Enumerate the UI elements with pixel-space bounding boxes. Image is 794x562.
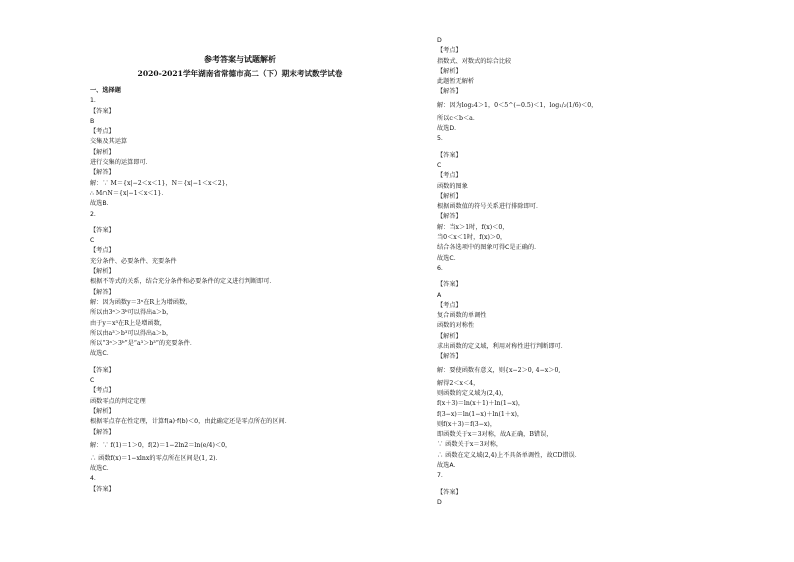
solution-line: 故选A． (437, 461, 460, 469)
solution-line: ∴ 函数在定义域(2,4)上不具备单调性，故CD错误． (437, 451, 581, 459)
solution-tag: 【解答】 (437, 213, 462, 221)
solution-line: 故选D． (437, 125, 461, 133)
answer-tag: 【答案】 (90, 485, 115, 493)
point-text: 充分条件、必要条件、充要条件 (90, 257, 177, 265)
solution-tag: 【解答】 (437, 88, 462, 96)
solution-line: 故选B． (90, 200, 113, 208)
solution-line: 故选C． (90, 350, 113, 358)
analysis-tag: 【解析】 (437, 332, 462, 340)
point-text: 函数的图象 (437, 182, 468, 190)
answer-value: C (90, 377, 95, 385)
solution-line: 解：因为log₂4＞1，0＜5^(−0.5)＜1，log₁/₂(1/6)＜0， (437, 101, 598, 109)
solution-line: 所以c＜b＜a． (437, 114, 480, 122)
analysis-text: 根据函数值的符号关系进行排除即可． (437, 203, 543, 211)
analysis-text: 根据不等式的关系，结合充分条件和必要条件的定义进行判断即可． (90, 278, 276, 286)
answer-value: C (437, 161, 442, 169)
question-number: 7. (437, 472, 443, 480)
analysis-tag: 【解析】 (90, 268, 115, 276)
analysis-tag: 【解析】 (90, 148, 115, 156)
answer-value: A (437, 291, 442, 299)
question-number: 6. (437, 264, 443, 272)
analysis-text: 此题暂无解析 (437, 78, 475, 86)
analysis-tag: 【解析】 (90, 407, 115, 415)
solution-line: 解：当x＞1时，f(x)＜0， (437, 223, 509, 231)
answer-value: D (437, 498, 442, 506)
answer-value: D (437, 37, 442, 44)
answer-tag: 【答案】 (90, 107, 115, 115)
point-text: 交集及其运算 (90, 138, 128, 146)
solution-tag: 【解答】 (90, 288, 115, 296)
point-tag: 【考点】 (437, 301, 462, 309)
answer-tag: 【答案】 (90, 366, 115, 374)
left-column (90, 52, 390, 495)
solution-line: 解：因为函数y＝3ˣ在R上为增函数， (90, 298, 192, 306)
solution-line: 由于y＝x³在R上是增函数， (90, 319, 166, 327)
point-tag: 【考点】 (90, 387, 115, 395)
analysis-text: 求出函数的定义域，利用对称性进行判断即可． (437, 343, 567, 351)
point-tag: 【考点】 (437, 47, 462, 55)
solution-tag: 【解答】 (90, 428, 115, 436)
solution-line: 则函数的定义域为(2,4)， (437, 389, 508, 397)
answer-value: C (90, 237, 95, 245)
solution-line: 结合各选项中的图象可得C是正确的． (437, 244, 541, 252)
right-column (437, 36, 737, 508)
analysis-text: 根据零点存在性定理，计算f(a)·f(b)＜0，由此确定还是零点所在的区间． (90, 418, 291, 426)
solution-line: 当0＜x＜1时，f(x)＞0， (437, 234, 507, 242)
point-tag: 【考点】 (90, 247, 115, 255)
solution-line: 所以由3ᵃ＞3ᵇ可以得出a＞b， (90, 309, 173, 317)
solution-line: f(3−x)＝ln(1−x)＋ln(1＋x)， (437, 410, 524, 418)
answer-tag: 【答案】 (90, 226, 115, 234)
point-text: 函数零点的判定定理 (90, 397, 146, 405)
question-number: 2. (90, 210, 96, 218)
point-text: 复合函数的单调性 (437, 312, 487, 320)
analysis-text: 进行交集的运算即可． (90, 159, 152, 167)
answer-tag: 【答案】 (437, 151, 462, 159)
solution-line: 解得2＜x＜4， (437, 379, 480, 387)
solution-line: 即函数关于x＝3对称，故A正确，B错误， (437, 431, 553, 439)
solution-line: ∴ M∩N＝{x|−1＜x＜1}． (90, 189, 168, 197)
point-text: 函数的对称性 (437, 322, 475, 330)
solution-line: 故选C． (90, 465, 113, 473)
point-tag: 【考点】 (437, 172, 462, 180)
question-number: 4. (90, 475, 96, 483)
solution-line: f(x＋3)＝ln(x＋1)＋ln(1−x)， (437, 400, 525, 408)
document-subtitle: 2020-2021学年湖南省常德市高二（下）期末考试数学试卷 (137, 69, 343, 78)
answer-value: B (90, 117, 95, 125)
question-number: 1. (90, 97, 96, 105)
solution-line: 故选C． (437, 254, 460, 262)
point-tag: 【考点】 (90, 128, 115, 136)
solution-line: 解：∵ M＝{x|−2＜x＜1}，N＝{x|−1＜x＜2}， (90, 179, 232, 187)
analysis-tag: 【解析】 (437, 67, 462, 75)
solution-line: ∴ 函数f(x)＝1−xlnx的零点所在区间是(1, 2)． (90, 454, 222, 462)
solution-line: 所以由a³＞b³可以得出a＞b， (90, 329, 173, 337)
solution-line: 所以“3ᵃ＞3ᵇ”是“a³＞b³”的充要条件． (90, 340, 197, 348)
solution-line: 解：要使函数有意义，则{x−2＞0, 4−x＞0, (437, 366, 561, 374)
solution-line: 解：∵ f(1)＝1＞0，f(2)＝1−2ln2＝ln(e/4)＜0， (90, 441, 232, 449)
answer-tag: 【答案】 (437, 281, 462, 289)
document-title: 参考答案与试题解析 (204, 54, 276, 64)
section-heading: 一、选择题 (90, 87, 121, 94)
solution-line: 则f(x＋3)＝f(3−x)， (437, 420, 497, 428)
solution-tag: 【解答】 (90, 169, 115, 177)
analysis-tag: 【解析】 (437, 192, 462, 200)
solution-line: ∵ 函数关于x＝3对称， (437, 441, 503, 449)
question-number: 5. (437, 135, 443, 143)
point-text: 指数式、对数式的综合比较 (437, 57, 512, 65)
answer-tag: 【答案】 (437, 488, 462, 496)
solution-tag: 【解答】 (437, 353, 462, 361)
